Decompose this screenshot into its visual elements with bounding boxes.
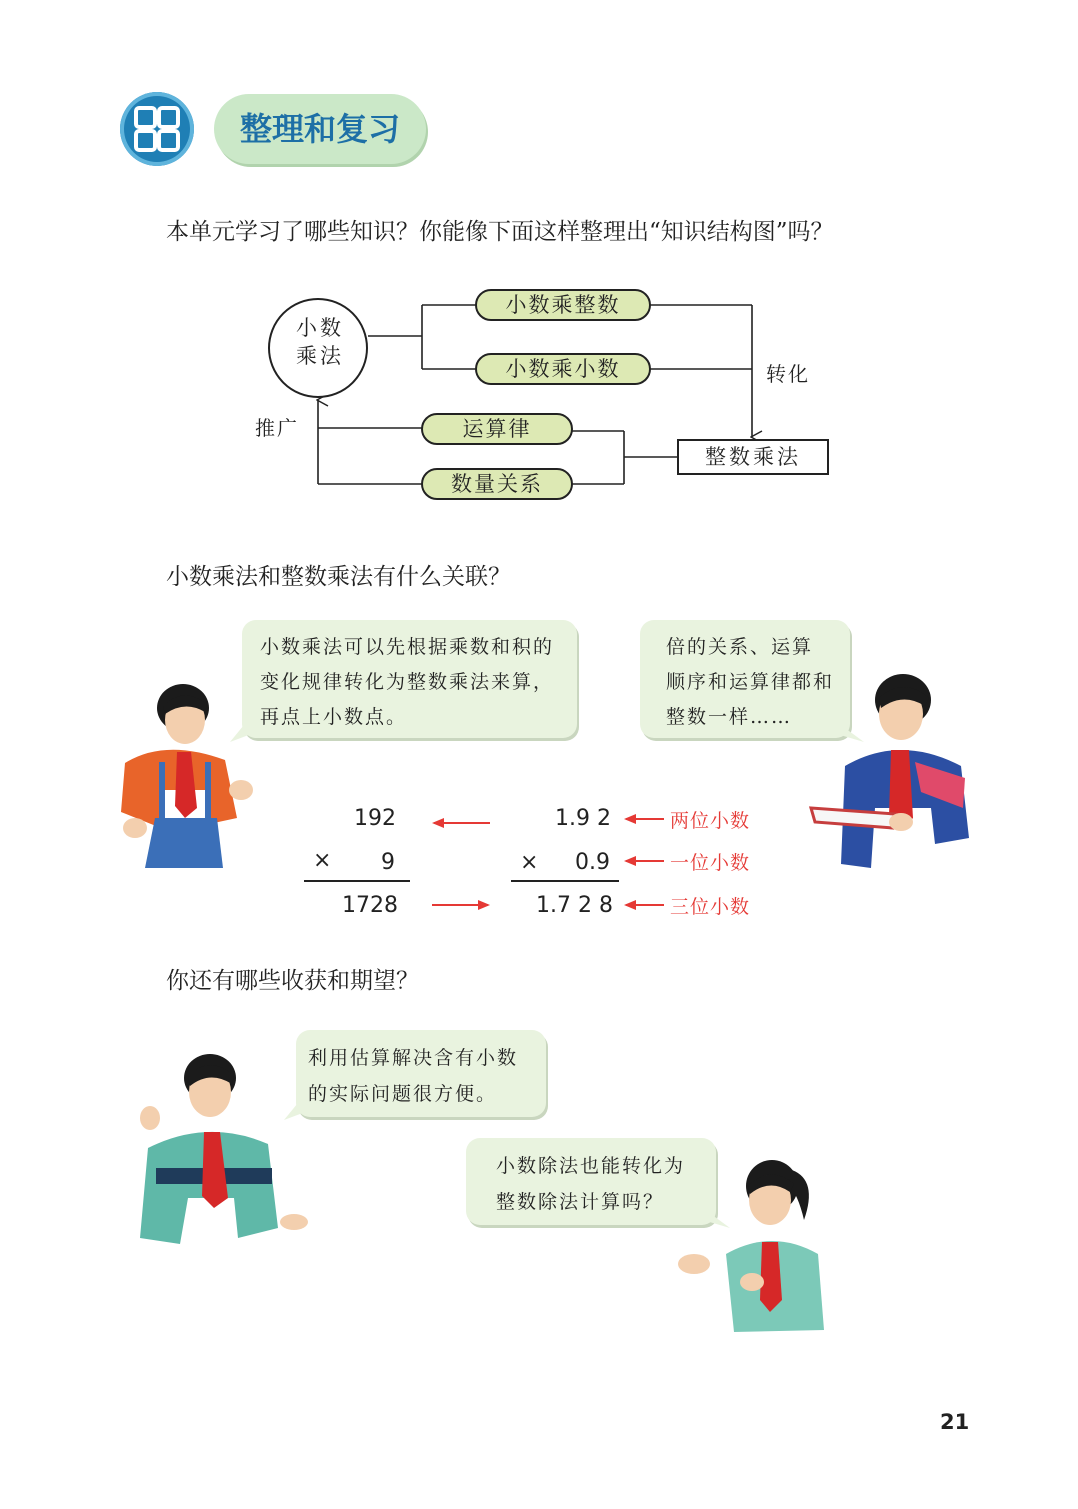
annotation-three-decimal-places: 三位小数 <box>670 896 751 918</box>
bubble-line: 再点上小数点。 <box>260 706 408 728</box>
boy-left-illustration <box>105 678 265 868</box>
node-decimal-multiplication <box>268 298 368 398</box>
right-top-number: 1.9 2 <box>555 806 611 831</box>
boy-bottom-illustration <box>128 1048 318 1248</box>
node-quantity-relations: 数量关系 <box>421 468 573 500</box>
label-transform: 转化 <box>766 362 810 386</box>
annotation-one-decimal-place: 一位小数 <box>670 852 751 874</box>
left-multiplier: 9 <box>381 850 395 875</box>
left-calc-divider <box>304 880 410 882</box>
node-integer-multiplication: 整数乘法 <box>677 439 829 475</box>
question-knowledge-map: 本单元学习了哪些知识？你能像下面这样整理出“知识结构图”吗？ <box>166 219 834 245</box>
node-decimal-times-decimal: 小数乘小数 <box>475 353 651 385</box>
right-times-sign: × <box>520 850 539 875</box>
bubble-line: 小数乘法可以先根据乘数和积的 <box>260 636 555 658</box>
bubble-line: 倍的关系、运算 <box>666 636 814 658</box>
bubble-line: 的实际问题很方便。 <box>308 1083 498 1105</box>
left-top-number: 192 <box>354 806 396 831</box>
girl-illustration <box>672 1150 837 1340</box>
node-decimal-times-integer: 小数乘整数 <box>475 289 651 321</box>
page-number: 21 <box>940 1410 970 1434</box>
circle-label-line1: 小数 <box>296 316 344 340</box>
bubble-line: 整数除法计算吗？ <box>496 1191 665 1213</box>
bubble-line: 变化规律转化为整数乘法来算， <box>260 671 555 693</box>
left-times-sign: × <box>313 848 332 873</box>
left-result: 1728 <box>342 893 398 918</box>
annotation-two-decimal-places: 两位小数 <box>670 810 751 832</box>
section-title: 整理和复习 <box>239 110 400 148</box>
circle-label-line2: 乘法 <box>296 344 344 368</box>
speech-bubble-boy-bottom <box>296 1030 546 1117</box>
right-multiplier: 0.9 <box>575 850 610 875</box>
question-gains: 你还有哪些收获和期望？ <box>166 968 419 994</box>
right-result: 1.7 2 8 <box>536 893 613 918</box>
bubble-line: 顺序和运算律都和 <box>666 671 835 693</box>
bubble-line: 小数除法也能转化为 <box>496 1155 686 1177</box>
bubble-line: 整数一样…… <box>666 706 793 728</box>
node-operation-laws: 运算律 <box>421 413 573 445</box>
bubble-line: 利用估算解决含有小数 <box>308 1047 519 1069</box>
question-relation: 小数乘法和整数乘法有什么关联？ <box>166 564 511 590</box>
label-generalize: 推广 <box>255 416 299 440</box>
speech-bubble-boy-left <box>242 620 577 738</box>
boy-right-illustration <box>805 668 975 878</box>
